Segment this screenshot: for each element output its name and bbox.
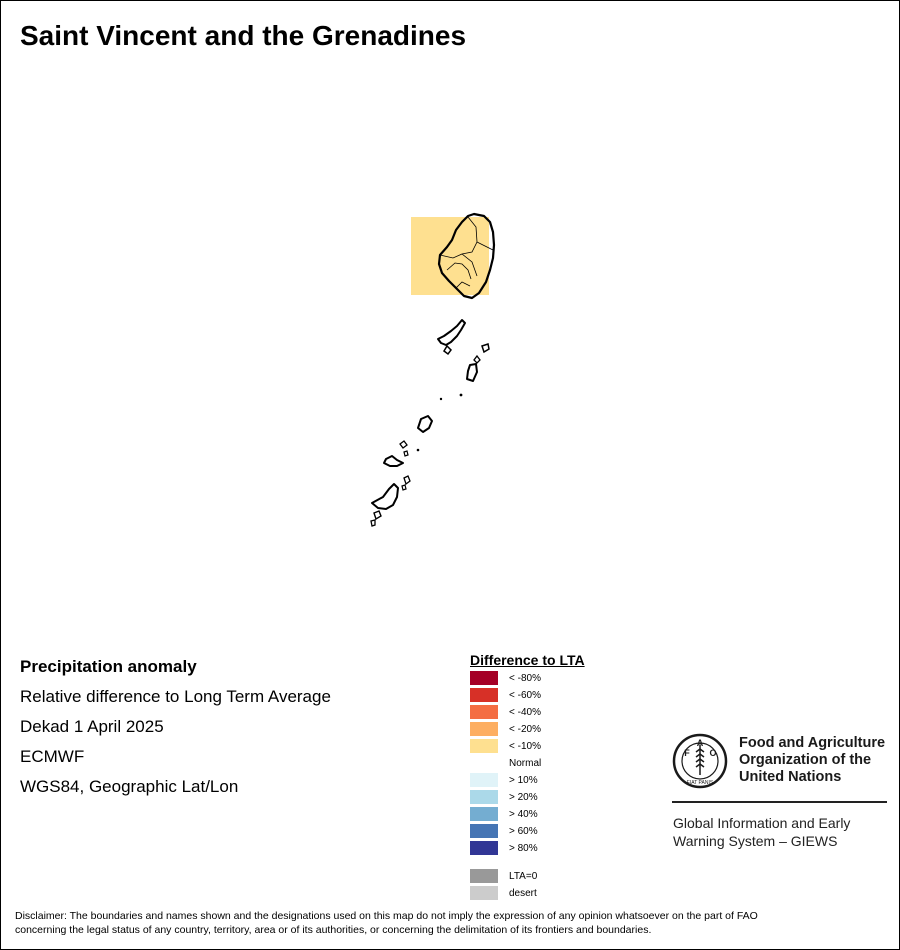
legend-label: < -40%	[509, 706, 541, 718]
legend-label: < -80%	[509, 672, 541, 684]
legend-item	[470, 671, 541, 685]
fao-logo-icon	[672, 733, 728, 789]
disclaimer-line: Disclaimer: The boundaries and names shown and the designations used on this map do not imply the expression of any opinion whatsoever on the part of FAO	[15, 910, 758, 922]
islet	[460, 394, 463, 397]
legend-label: Normal	[509, 757, 542, 769]
legend-swatch	[470, 722, 498, 736]
islet	[374, 511, 381, 519]
islet	[404, 476, 410, 484]
legend-label: LTA=0	[509, 870, 538, 882]
legend-label: desert	[509, 887, 537, 899]
legend-swatch	[470, 773, 498, 787]
islet	[402, 485, 406, 490]
legend-label: > 60%	[509, 825, 538, 837]
islet	[474, 356, 480, 363]
legend-swatch	[470, 688, 498, 702]
legend-label: > 40%	[509, 808, 538, 820]
product-heading: Precipitation anomaly	[20, 657, 197, 676]
legend-swatch	[470, 671, 498, 685]
product-source: ECMWF	[20, 747, 85, 766]
fao-name-line: Food and Agriculture	[739, 735, 886, 751]
legend-item	[470, 886, 537, 900]
legend-item	[470, 790, 538, 804]
disclaimer-line: concerning the legal status of any country, territory, area or of its authorities, or concerning the delimitation of its frontiers and boundaries.	[15, 924, 652, 936]
legend-swatch	[470, 869, 498, 883]
legend-swatch	[470, 841, 498, 855]
map-title: Saint Vincent and the Grenadines	[20, 20, 467, 51]
islet	[404, 451, 408, 456]
giews-line: Global Information and Early	[673, 815, 851, 831]
legend-label: < -60%	[509, 689, 541, 701]
union-island	[372, 484, 398, 509]
giews-label	[673, 814, 850, 850]
fao-name	[739, 735, 885, 786]
legend-swatch	[470, 886, 498, 900]
islet	[440, 398, 442, 400]
legend-swatch	[470, 790, 498, 804]
legend-item	[470, 688, 541, 702]
fao-motto: FIAT PANIS	[686, 780, 714, 786]
islet	[371, 520, 375, 526]
legend-swatch	[470, 756, 498, 770]
legend-label: < -10%	[509, 740, 541, 752]
legend-label: < -20%	[509, 723, 541, 735]
svg-text:O: O	[709, 748, 717, 758]
legend-item	[470, 722, 541, 736]
legend-item	[470, 824, 538, 838]
legend-swatch	[470, 824, 498, 838]
legend-item	[470, 807, 538, 821]
legend-item	[470, 869, 537, 883]
disclaimer	[15, 909, 890, 937]
legend-item	[470, 773, 538, 787]
product-description: Relative difference to Long Term Average	[20, 687, 331, 706]
legend-swatch	[470, 739, 498, 753]
mayreau-island	[384, 456, 403, 466]
fao-name-line: Organization of the	[739, 752, 872, 768]
islet	[400, 441, 407, 448]
legend-item	[470, 841, 538, 855]
svg-text:A: A	[696, 738, 704, 748]
legend-label: > 80%	[509, 842, 538, 854]
islet	[444, 346, 451, 354]
svg-text:F: F	[684, 748, 690, 758]
islet	[482, 344, 489, 352]
legend-label: > 10%	[509, 774, 538, 786]
canouan-island	[418, 416, 432, 432]
bequia-island	[438, 320, 465, 345]
legend-swatch	[470, 807, 498, 821]
legend-item	[470, 705, 541, 719]
legend-item	[470, 739, 541, 753]
legend-swatch	[470, 705, 498, 719]
product-projection: WGS84, Geographic Lat/Lon	[20, 777, 239, 796]
legend-title: Difference to LTA	[470, 652, 585, 668]
product-period: Dekad 1 April 2025	[20, 717, 164, 736]
legend-item	[470, 756, 541, 770]
fao-name-line: United Nations	[739, 769, 842, 785]
giews-line: Warning System – GIEWS	[673, 833, 838, 849]
islet	[417, 449, 420, 452]
divider	[672, 801, 887, 803]
mustique-island	[467, 364, 477, 381]
legend-label: > 20%	[509, 791, 538, 803]
